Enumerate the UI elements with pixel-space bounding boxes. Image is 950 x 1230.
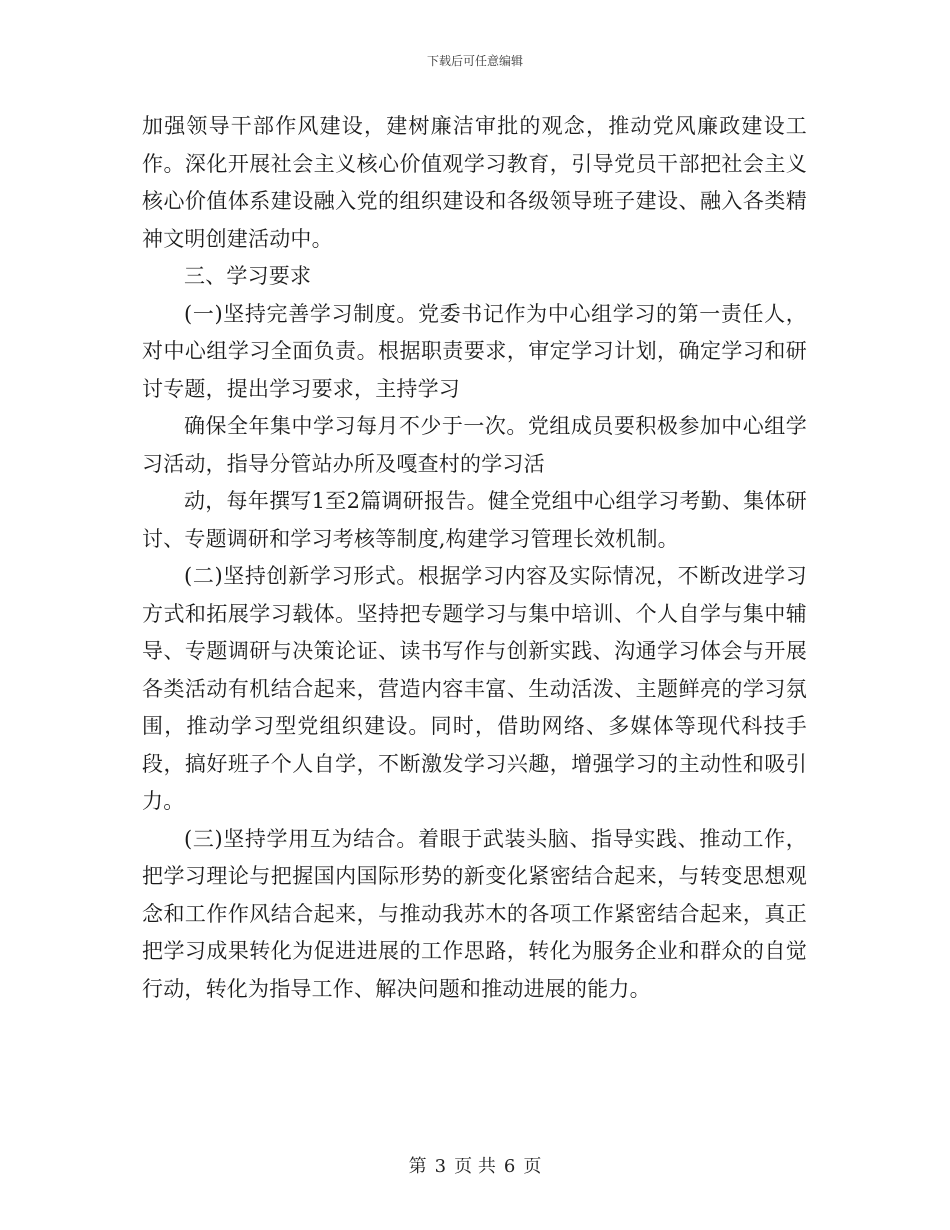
page-header: 下载后可任意编辑 bbox=[426, 54, 523, 68]
footer-current-page: 3 bbox=[434, 1156, 447, 1177]
paragraph-study-system: (一)坚持完善学习制度。党委书记作为中心组学习的第一责任人，对中心组学习全面负责。根据职责要求，审定学习计划，确定学习和研讨专题，提出学习要求，主持学习 bbox=[142, 301, 807, 401]
page-footer bbox=[0, 1152, 950, 1178]
document-body bbox=[142, 108, 807, 1008]
paragraph-intro: 加强领导干部作风建设，建树廉洁审批的观念，推动党风廉政建设工作。深化开展社会主义核心价值观学习教育，引导党员干部把社会主义核心价值体系建设融入党的组织建设和各级领导班子建设、融入各类精神文明创建活动中。 bbox=[142, 114, 807, 251]
paragraph-research-reports: 动，每年撰写1至2篇调研报告。健全党组中心组学习考勤、集体研讨、专题调研和学习考核等制度,构建学习管理长效机制。 bbox=[142, 489, 807, 551]
footer-prefix: 第 bbox=[408, 1156, 427, 1177]
paragraph-innovate-forms: (二)坚持创新学习形式。根据学习内容及实际情况，不断改进学习方式和拓展学习载体。坚持把专题学习与集中培训、个人自学与集中辅导、专题调研与决策论证、读书写作与创新实践、沟通学习体会与开展各类活动有机结合起来，营造内容丰富、生动活泼、主题鲜亮的学习氛围，推动学习型党组织建设。同时，借助网络、多媒体等现代科技手段，搞好班子个人自学，不断激发学习兴趣，增强学习的主动性和吸引力。 bbox=[142, 564, 807, 813]
paragraph-combine-study-practice: (三)坚持学用互为结合。着眼于武装头脑、指导实践、推动工作，把学习理论与把握国内国际形势的新变化紧密结合起来，与转变思想观念和工作作风结合起来，与推动我苏木的各项工作紧密结合起来，真正把学习成果转化为促进进展的工作思路，转化为服务企业和群众的自觉行动，转化为指导工作、解决问题和推动进展的能力。 bbox=[142, 826, 807, 1001]
footer-middle: 页 共 bbox=[454, 1156, 496, 1177]
section-heading-study-requirements: 三、学习要求 bbox=[184, 264, 312, 288]
paragraph-monthly-study: 确保全年集中学习每月不少于一次。党组成员要积极参加中心组学习活动，指导分管站办所及嘎查村的学习活 bbox=[142, 414, 807, 476]
footer-suffix: 页 bbox=[523, 1156, 542, 1177]
footer-total-pages: 6 bbox=[503, 1156, 516, 1177]
